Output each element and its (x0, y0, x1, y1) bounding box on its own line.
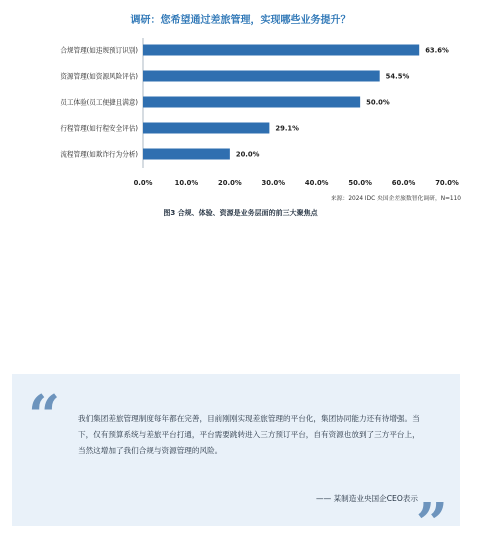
value-label: 29.1% (275, 124, 299, 133)
value-label: 50.0% (366, 98, 390, 107)
bar (143, 149, 230, 160)
bar (143, 123, 269, 134)
category-label: 员工体验(员工便捷且满意) (60, 98, 138, 107)
quote-author: —— 某制造业央国企CEO表示 (315, 494, 418, 503)
bar (143, 97, 360, 108)
x-tick-label: 30.0% (261, 179, 286, 187)
bar-chart (0, 0, 481, 205)
category-label: 资源管理(如资源风险评估) (60, 72, 138, 81)
source-note: 来源：2024 IDC 央国企差旅数智化调研，N=110 (330, 196, 461, 202)
value-label: 20.0% (235, 150, 260, 159)
category-label: 合规管理(如违规预订识别) (60, 46, 138, 55)
x-tick-label: 0.0% (133, 179, 153, 187)
bar (143, 45, 419, 56)
close-quote-icon: ” (415, 491, 448, 557)
chart-title: 调研：您希望通过差旅管理，实现哪些业务提升？ (130, 15, 351, 26)
value-label: 54.5% (385, 72, 410, 81)
value-label: 63.6% (425, 46, 449, 55)
x-tick-label: 70.0% (435, 179, 459, 187)
category-label: 行程管理(如行程安全评估) (60, 124, 138, 133)
x-tick-label: 10.0% (174, 179, 199, 187)
quote-box (12, 374, 460, 557)
bar (143, 71, 380, 82)
category-label: 流程管理(如欺诈行为分析) (60, 150, 138, 159)
quote-text: 我们集团差旅管理制度每年都在完善，目前刚刚实现差旅管理的平台化，集团协同能力还有待增强。当下，仅有预算系统与差旅平台打通，平台需要跳转进入三方预订平台，自有资源也放到了三方平台上，当然这增加了我们合规与资源管理的风险。 (78, 414, 420, 455)
x-tick-label: 40.0% (304, 179, 329, 187)
figure-caption: 图3 合规、体验、资源是业务层面的前三大聚焦点 (163, 209, 318, 217)
x-tick-label: 60.0% (391, 179, 416, 187)
open-quote-icon: “ (28, 383, 61, 449)
x-tick-label: 50.0% (348, 179, 372, 187)
x-tick-label: 20.0% (218, 179, 242, 187)
